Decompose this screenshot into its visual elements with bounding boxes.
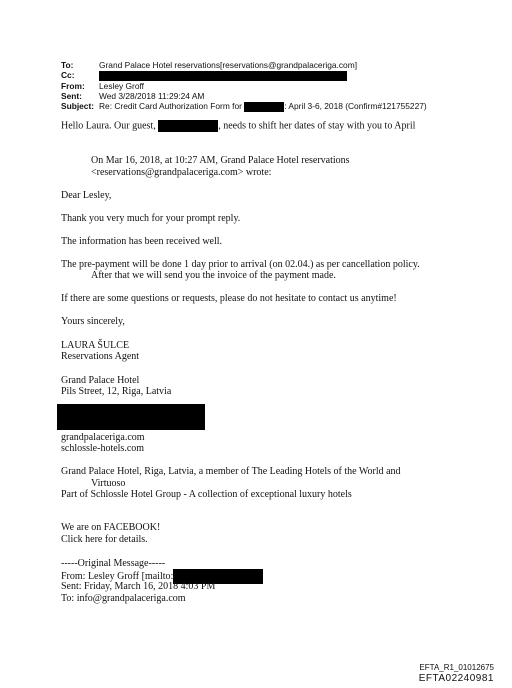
- redaction-subject: [244, 102, 284, 112]
- signature-title: Reservations Agent: [61, 351, 140, 362]
- facebook-link[interactable]: Click here for details.: [61, 534, 148, 545]
- hello-line: [61, 120, 415, 132]
- hotel-address: Pils Street, 12, Riga, Latvia: [61, 386, 172, 397]
- para-prepayment-2: After that we will send you the invoice of the payment made.: [91, 270, 336, 281]
- original-to: To: info@grandpalaceriga.com: [61, 593, 186, 604]
- subject-row: [61, 101, 427, 112]
- bates-number-2: EFTA02240981: [418, 673, 494, 684]
- member-line-1: Grand Palace Hotel, Riga, Latvia, a member of The Leading Hotels of the World and: [61, 466, 401, 477]
- original-message-header: -----Original Message-----: [61, 558, 166, 569]
- member-line-2: Virtuoso: [91, 478, 126, 489]
- cc-row: [61, 70, 347, 81]
- cc-label: Cc:: [61, 70, 75, 80]
- subject-prefix: Re: Credit Card Authorization Form for: [99, 101, 242, 111]
- redaction-guest: [158, 120, 218, 132]
- from-value: Lesley Groff: [99, 81, 144, 91]
- sent-row: [61, 91, 204, 101]
- subject-suffix: : April 3-6, 2018 (Confirm#121755227): [284, 101, 427, 111]
- from-label: From:: [61, 81, 85, 91]
- signature-name: LAURA ŠULCE: [61, 340, 130, 351]
- website-link-1[interactable]: grandpalaceriga.com: [61, 432, 145, 443]
- to-value: Grand Palace Hotel reservations[reservations@grandpalaceriga.com]: [99, 60, 358, 70]
- hotel-name: Grand Palace Hotel: [61, 375, 140, 386]
- quote-line-2: <reservations@grandpalaceriga.com> wrote:: [91, 167, 272, 178]
- bates-number-1: EFTA_R1_01012675: [419, 663, 494, 672]
- website-link-2[interactable]: schlossle-hotels.com: [61, 443, 145, 454]
- quote-line-1: On Mar 16, 2018, at 10:27 AM, Grand Palace Hotel reservations: [91, 155, 350, 166]
- redaction-cc: [99, 71, 347, 81]
- subject-label: Subject:: [61, 101, 95, 111]
- para-received: The information has been received well.: [61, 236, 223, 247]
- facebook-line-1: We are on FACEBOOK!: [61, 522, 161, 533]
- to-row: [61, 60, 357, 70]
- hello-suffix: , needs to shift her dates of stay with you to April: [218, 120, 416, 132]
- to-label: To:: [61, 60, 74, 70]
- original-sent: Sent: Friday, March 16, 2018 4:03 PM: [61, 581, 216, 592]
- redaction-contact: [57, 404, 205, 430]
- greeting: Dear Lesley,: [61, 190, 112, 201]
- from-row: [61, 81, 144, 91]
- sent-label: Sent:: [61, 91, 82, 101]
- sent-value: Wed 3/28/2018 11:29:24 AM: [99, 91, 205, 101]
- para-thanks: Thank you very much for your prompt reply.: [61, 213, 241, 224]
- hello-prefix: Hello Laura. Our guest,: [61, 120, 156, 132]
- group-line: Part of Schlossle Hotel Group - A collection of exceptional luxury hotels: [61, 489, 352, 500]
- para-questions: If there are some questions or requests, please do not hesitate to contact us anytime!: [61, 293, 397, 304]
- original-from-text: From: Lesley Groff [mailto:: [61, 570, 174, 582]
- para-prepayment-1: The pre-payment will be done 1 day prior to arrival (on 02.04.) as per cancellation policy.: [61, 259, 420, 270]
- closing: Yours sincerely,: [61, 316, 125, 327]
